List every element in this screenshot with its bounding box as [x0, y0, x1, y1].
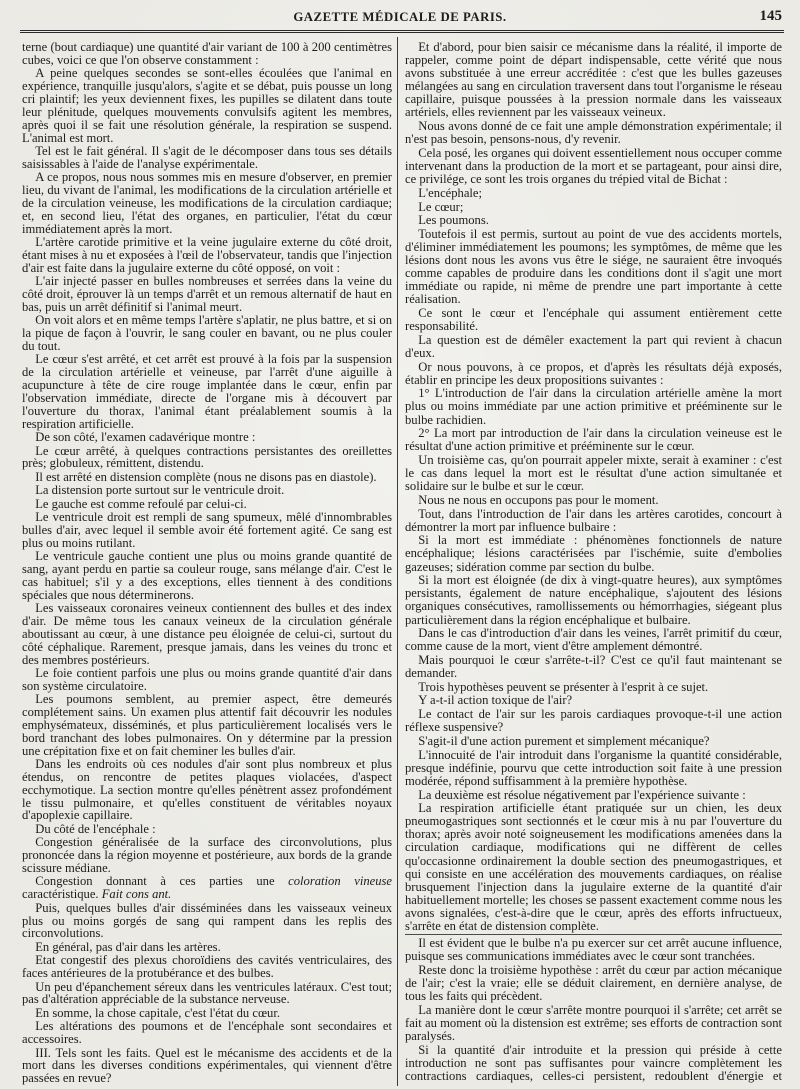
paragraph: Or nous pouvons, à ce propos, et d'après les résultats déjà exposés, établir en principe les deux propositions suivantes : — [405, 359, 782, 387]
paragraph: Dans le cas d'introduction d'air dans les veines, l'arrêt primitif du cœur, comme cause de la mort, vient d'être amplement démontré. — [405, 626, 782, 654]
paragraph: L'innocuité de l'air introduit dans l'organisme la quantité considérable, presque indéfinie, pourvu que cette introduction soit faite à une pression modérée, répond suffisamment à la première hypothèse. — [405, 747, 782, 788]
italic-text: coloration vineuse — [288, 874, 392, 889]
paragraph: Tel est le fait général. Il s'agit de le décomposer dans tous ses détails saisissables à l'aide de l'analyse expérimentale. — [22, 143, 392, 171]
paragraph: 1° L'introduction de l'air dans la circulation artérielle amène la mort plus ou moins immédiate par une action primitive et prééminente sur le bulbe rachidien. — [405, 386, 782, 427]
horizontal-rule — [405, 934, 782, 935]
paragraph: Nous ne nous en occupons pas pour le moment. — [418, 492, 659, 507]
paragraph: 2° La mort par introduction de l'air dans la circulation veineuse est le résultat d'une action primitive et prééminente sur le cœur. — [405, 426, 782, 454]
paragraph: La manière dont le cœur s'arrête montre pourquoi il s'arrête; cet arrêt se fait au moment où la distension est extrême; ses efforts de contraction sont paralysés. — [405, 1002, 782, 1043]
right-column-text — [405, 41, 782, 1083]
paragraph: Dans les endroits où ces nodules d'air sont plus nombreux et plus étendus, on rencontre de petites plaques violacées, d'aspect ecchymotique. La section montre qu'elles pénètrent assez profondément le tissu pulmonaire, et qu'elles constituent de véritables noyaux d'apoplexie capillaire. — [22, 757, 392, 823]
masthead-title: GAZETTE MÉDICALE DE PARIS. — [293, 10, 507, 24]
paragraph: Les vaisseaux coronaires veineux contiennent des bulles et des index d'air. De même tous les canaux veineux de la circulation générale aboutissant au cœur, à une distance peu éloignée de celui-ci, surtout du côté céphalique. Rarement, presque jamais, dans les veines du tronc et des membres postérieurs. — [22, 601, 392, 667]
paragraph: Un peu d'épanchement séreux dans les ventricules latéraux. C'est tout; pas d'altération appréciable de la substance nerveuse. — [22, 979, 392, 1007]
paragraph: Les poumons. — [418, 213, 489, 228]
paragraph: Toutefois il est permis, surtout au point de vue des accidents mortels, d'éliminer immédiatement les poumons; les symptômes, de même que les lésions dont nous les avons vus être le siége, ne sauraient être invoqués comme capables de produire dans les conditions dont il s'agit une mort immédiate ou rapide, ni même de prendre une part importante à cette réalisation. — [405, 226, 782, 307]
paragraph — [22, 875, 392, 901]
paragraph: Le cœur arrêté, à quelques contractions persistantes des oreillettes près; globuleux, rémittent, distendu. — [22, 443, 392, 471]
paragraph: En somme, la chose capitale, c'est l'état du cœur. — [35, 1005, 281, 1020]
paragraph: Le foie contient parfois une plus ou moins grande quantité d'air dans son système circulatoire. — [22, 666, 392, 693]
paragraph: III. Tels sont les faits. Quel est le mécanisme des accidents et de la mort dans les diverses conditions expérimentales, qui viennent d'être passées en revue? — [22, 1045, 392, 1085]
paragraph: Cela posé, les organes qui doivent essentiellement nous occuper comme intervenant dans la production de la mort et se partageant, pour ainsi dire, ce privilége, ce sont les trois organes du trépied vital de Bichat : — [405, 145, 782, 187]
paragraph: L'artère carotide primitive et la veine jugulaire externe du côté droit, étant mises à nu et exposées à l'œil de l'observateur, tandis que l'injection d'air est faite dans la jugulaire externe du côté opposé, on voit : — [22, 235, 392, 275]
paragraph: Il est évident que le bulbe n'a pu exercer sur cet arrêt aucune influence, puisque ses communications immédiates avec le cœur sont tranchées. — [405, 936, 782, 964]
paragraph: On voit alors et en même temps l'artère s'aplatir, ne plus battre, et si on la pique de façon à l'ouvrir, le sang couler en bavant, ou ne plus couler du tout. — [22, 313, 392, 353]
paragraph: Il est arrêté en distension complète (nous ne disons pas en diastole). — [35, 469, 377, 484]
paragraph: La distension porte surtout sur le ventricule droit. — [35, 483, 285, 498]
header-rule — [20, 30, 784, 33]
paragraph: La respiration artificielle étant pratiquée sur un chien, les deux pneumogastriques sont sectionnés et le cœur mis à nu par l'ouverture du thorax; après avoir noté soigneusement les modifications amenées dans la circulation cardiaque, modifications qui ne diffèrent de celles qu'occasionne ordinairement la double section des pneumogastriques, et qui consiste en une accélération des mouvements cardiaques, on réalise brusquement l'injection dans la jugulaire externe de la quantité d'air habituellement mortelle; les choses se passent exactement comme nous les avons signalées, c'est-à-dire que le cœur, après des efforts infructueux, s'arrête en état de distension complète. — [405, 801, 782, 934]
paragraph: Les altérations des poumons et de l'encéphale sont secondaires et accessoires. — [22, 1019, 392, 1047]
column-divider — [397, 37, 398, 1086]
paragraph: Le cœur; — [418, 199, 464, 214]
paragraph: Trois hypothèses peuvent se présenter à l'esprit à ce sujet. — [418, 679, 709, 694]
paragraph: A ce propos, nous nous sommes mis en mesure d'observer, en premier lieu, du vivant de l'animal, les modifications de la circulation artérielle et de la circulation veineuse, les modifications de la circulation cardiaque; et, en second lieu, l'état des organes, en particulier, l'état du cœur immédiatement après la mort. — [22, 170, 392, 236]
text-run: caractéristique. — [22, 887, 102, 902]
paragraph: S'agit-il d'une action purement et simplement mécanique? — [418, 733, 710, 748]
paragraph: La deuxième est résolue négativement par l'expérience suivante : — [418, 787, 746, 802]
paragraph: Mais pourquoi le cœur s'arrête-t-il? C'est ce qu'il faut maintenant se demander. — [405, 653, 782, 681]
paragraph: Nous avons donné de ce fait une ample démonstration expérimentale; il n'est pas besoin, pensons-nous, d'y revenir. — [405, 119, 782, 147]
paragraph: L'air injecté passer en bulles nombreuses et serrées dans la veine du côté droit, éprouver là un temps d'arrêt et un remous alternatif de haut en bas, puis un arrêt définitif si l'animal meurt. — [22, 274, 392, 314]
paragraph: Du côté de l'encéphale : — [35, 821, 156, 836]
paragraph: Le contact de l'air sur les parois cardiaques provoque-t-il une action réflexe suspensive? — [405, 707, 782, 735]
page-number: 145 — [759, 8, 782, 24]
italic-text: Fait cons ant. — [101, 887, 172, 902]
paragraph: Etat congestif des plexus choroïdiens des cavités ventriculaires, des faces antérieures de la protubérance et des bulbes. — [22, 953, 392, 981]
text-run: Congestion donnant à ces parties une — [35, 874, 289, 889]
left-column-text — [22, 41, 392, 1085]
paragraph: A peine quelques secondes se sont-elles écoulées que l'animal en expérience, tranquille jusqu'alors, s'agite et se débat, puis pousse un long cri plaintif; les yeux deviennent fixes, les pupilles se dilatent dans toute leur plénitude, quelques mouvements convulsifs agitent les membres, après quoi il se fait une résolution générale, la respiration se suspend. L'animal est mort. — [22, 66, 392, 145]
paragraph: Si la quantité d'air introduite et la pression qui préside à cette introduction ne sont pas suffisantes pour vaincre complètement les contractions cardiaques, celles-ci persistent, redoublent d'énergie et — [405, 1042, 782, 1083]
paragraph: L'encéphale; — [418, 185, 483, 200]
paragraph: Si la mort est immédiate : phénomènes fonctionnels de nature encéphalique; lésions caractérisées par l'ischémie, suite d'embolies gazeuses; sidération comme par section du bulbe. — [405, 533, 782, 574]
paragraph: Un troisième cas, qu'on pourrait appeler mixte, serait à examiner : c'est le cas dans lequel la mort est le résultat d'une action simultanée et solidaire sur le bulbe et sur le cœur. — [405, 453, 782, 494]
paragraph: Tout, dans l'introduction de l'air dans les artères carotides, concourt à démontrer la mort par influence bulbaire : — [405, 506, 782, 534]
paragraph: Le gauche est comme refoulé par celui-ci. — [35, 496, 247, 511]
paragraph: Et d'abord, pour bien saisir ce mécanisme dans la réalité, il importe de rappeler, comme point de départ indispensable, cette vérité que nous avons substituée à une erreur accréditée : c'est que les bulles gazeuses mélangées au sang en circulation traversent dans tout l'organisme le réseau capillaire, puisque poussées à la pression normale dans les vaisseaux artériels, elles reviennent par les vaisseaux veineux. — [405, 41, 782, 120]
paragraph: Si la mort est éloignée (de dix à vingt-quatre heures), aux symptômes persistants, également de nature encéphalique, s'ajoutent des lésions organiques consécutives, ramollissements ou hémorrhagies, siégeant plus particulièrement dans la région encéphalique et bulbaire. — [405, 573, 782, 627]
paragraph: Le ventricule droit est rempli de sang spumeux, mêlé d'innombrables bulles d'air, avec lequel il semble avoir été fortement agité. Ce sang est plus ou moins rutilant. — [22, 510, 392, 550]
right-column — [405, 41, 782, 1085]
paragraph: Puis, quelques bulles d'air disséminées dans les vaisseaux veineux plus ou moins gorgés de sang qui rampent dans les replis des circonvolutions. — [22, 900, 392, 941]
paragraph: Y a-t-il action toxique de l'air? — [418, 693, 573, 708]
paragraph: La question est de démêler exactement la part qui revient à chacun d'eux. — [405, 332, 782, 360]
paragraph: En général, pas d'air dans les artères. — [35, 939, 221, 954]
paragraph: Congestion généralisée de la surface des circonvolutions, plus prononcée dans la région moyenne et postérieure, aux bords de la grande scissure médiane. — [22, 835, 392, 876]
paragraph: Reste donc la troisième hypothèse : arrêt du cœur par action mécanique de l'air; c'est la vraie; elle se déduit clairement, en dernière analyse, de tous les faits qui précèdent. — [405, 962, 782, 1004]
left-column — [22, 41, 392, 1085]
paragraph: Le ventricule gauche contient une plus ou moins grande quantité de sang, ayant perdu en partie sa couleur rouge, sans mélange d'air. C'est le cas habituel; s'il y a des exceptions, elles tiennent à des conditions spéciales que nous déterminerons. — [22, 549, 392, 602]
paragraph: Les poumons semblent, au premier aspect, être demeurés complétement sains. Un examen plus attentif fait découvrir les nodules emphysémateux, disséminés, et plus particulièrement localisés vers le bord tranchant des lobes pulmonaires. On y détermine par la pression une crépitation fixe et on fait cheminer les bulles d'air. — [22, 692, 392, 758]
paragraph: Le cœur s'est arrêté, et cet arrêt est prouvé à la fois par la suspension de la circulation artérielle et veineuse, par l'arrêt d'une aiguille à acupuncture à tête de cire rouge implantée dans le cœur, enfin par l'observation immédiate, directe de l'organe mis à découvert par l'ouverture du thorax, l'animal étant préalablement soumis à la respiration artificielle. — [22, 352, 392, 431]
paragraph: terne (bout cardiaque) une quantité d'air variant de 100 à 200 centimètres cubes, voici ce que l'on observe constamment : — [22, 41, 392, 67]
paragraph: Ce sont le cœur et l'encéphale qui assument entièrement cette responsabilité. — [405, 306, 782, 334]
paragraph: De son côté, l'examen cadavérique montre : — [35, 430, 256, 445]
